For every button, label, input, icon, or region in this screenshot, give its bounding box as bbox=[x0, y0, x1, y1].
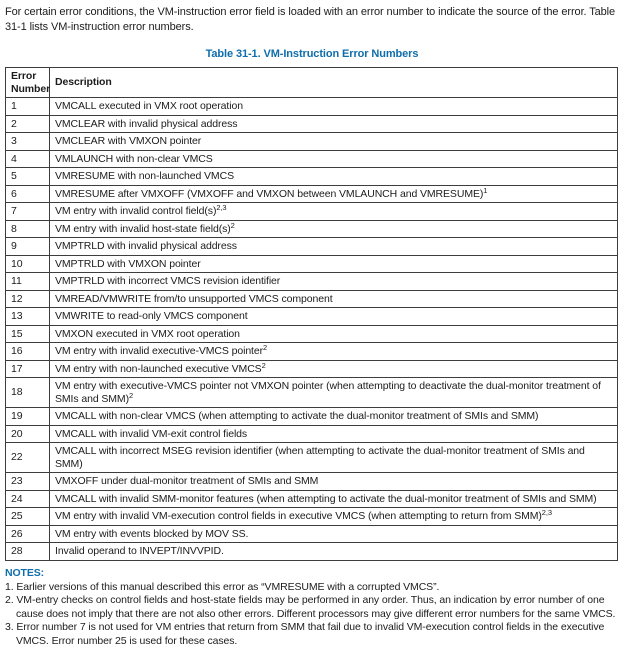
note-item bbox=[5, 581, 619, 595]
table-row bbox=[6, 343, 618, 361]
footnote-superscript: 2 bbox=[262, 361, 266, 370]
table-header-row bbox=[6, 68, 618, 98]
description-text: VMCALL executed in VMX root operation bbox=[55, 100, 243, 112]
table-row bbox=[6, 115, 618, 133]
error-number-cell: 12 bbox=[6, 290, 50, 308]
description-cell bbox=[50, 115, 618, 133]
table-row bbox=[6, 168, 618, 186]
notes-label: NOTES: bbox=[5, 567, 619, 579]
description-cell bbox=[50, 473, 618, 491]
note-text: Error number 7 is not used for VM entries that return from SMM that fail due to invalid VM-execution control fields in the executive VMCS. Error number 25 is used for these cases. bbox=[16, 621, 604, 647]
error-number-cell: 7 bbox=[6, 203, 50, 221]
description-text: VM entry with events blocked by MOV SS. bbox=[55, 528, 248, 540]
description-text: VMPTRLD with incorrect VMCS revision identifier bbox=[55, 275, 280, 287]
description-text: VMREAD/VMWRITE from/to unsupported VMCS component bbox=[55, 293, 333, 305]
error-number-cell: 2 bbox=[6, 115, 50, 133]
description-text: VMCALL with invalid VM-exit control fields bbox=[55, 428, 247, 440]
error-number-cell: 15 bbox=[6, 325, 50, 343]
error-number-cell: 10 bbox=[6, 255, 50, 273]
table-row bbox=[6, 525, 618, 543]
table-row bbox=[6, 273, 618, 291]
description-cell bbox=[50, 308, 618, 326]
description-text: VM entry with invalid control field(s) bbox=[55, 205, 216, 217]
description-cell bbox=[50, 408, 618, 426]
description-cell bbox=[50, 185, 618, 203]
table-row bbox=[6, 425, 618, 443]
description-cell bbox=[50, 525, 618, 543]
description-cell bbox=[50, 273, 618, 291]
notes-list bbox=[5, 581, 619, 648]
footnote-superscript: 2,3 bbox=[542, 508, 552, 517]
description-text: VMRESUME after VMXOFF (VMXOFF and VMXON between VMLAUNCH and VMRESUME) bbox=[55, 188, 483, 200]
table-row bbox=[6, 360, 618, 378]
note-number: 3. bbox=[5, 621, 14, 633]
description-cell bbox=[50, 98, 618, 116]
column-header-description: Description bbox=[50, 68, 618, 98]
footnote-superscript: 1 bbox=[483, 186, 487, 195]
description-text: VMLAUNCH with non-clear VMCS bbox=[55, 153, 213, 165]
table-row bbox=[6, 408, 618, 426]
description-cell bbox=[50, 255, 618, 273]
table-row bbox=[6, 133, 618, 151]
description-cell bbox=[50, 443, 618, 473]
table-row bbox=[6, 185, 618, 203]
table-row bbox=[6, 220, 618, 238]
description-cell bbox=[50, 238, 618, 256]
description-cell bbox=[50, 133, 618, 151]
description-cell bbox=[50, 203, 618, 221]
description-cell bbox=[50, 220, 618, 238]
description-cell bbox=[50, 168, 618, 186]
description-text: VMXOFF under dual-monitor treatment of SMIs and SMM bbox=[55, 475, 318, 487]
table-row bbox=[6, 290, 618, 308]
description-text: VMXON executed in VMX root operation bbox=[55, 328, 240, 340]
table-row bbox=[6, 98, 618, 116]
note-number: 2. bbox=[5, 594, 14, 606]
error-number-cell: 22 bbox=[6, 443, 50, 473]
description-cell bbox=[50, 325, 618, 343]
description-cell bbox=[50, 150, 618, 168]
table-row bbox=[6, 443, 618, 473]
description-cell bbox=[50, 425, 618, 443]
error-number-cell: 19 bbox=[6, 408, 50, 426]
description-text: VMCLEAR with invalid physical address bbox=[55, 118, 237, 130]
description-text: VMCALL with invalid SMM-monitor features (when attempting to activate the dual-monitor treatment of SMIs and SMM) bbox=[55, 493, 597, 505]
description-cell bbox=[50, 343, 618, 361]
table-caption: Table 31-1. VM-Instruction Error Numbers bbox=[5, 48, 619, 60]
error-number-cell: 13 bbox=[6, 308, 50, 326]
error-number-cell: 28 bbox=[6, 543, 50, 561]
description-text: VM entry with invalid VM-execution control fields in executive VMCS (when attempting to return from SMM) bbox=[55, 510, 542, 522]
error-number-cell: 23 bbox=[6, 473, 50, 491]
description-text: Invalid operand to INVEPT/INVVPID. bbox=[55, 545, 224, 557]
error-number-cell: 8 bbox=[6, 220, 50, 238]
table-row bbox=[6, 308, 618, 326]
description-text: VMWRITE to read-only VMCS component bbox=[55, 310, 248, 322]
description-cell bbox=[50, 543, 618, 561]
description-text: VM entry with executive-VMCS pointer not VMXON pointer (when attempting to deactivate the dual-monitor treatment of SMIs and SMM) bbox=[55, 380, 601, 405]
error-number-cell: 17 bbox=[6, 360, 50, 378]
description-text: VMCALL with incorrect MSEG revision identifier (when attempting to activate the dual-monitor treatment of SMIs and SMM) bbox=[55, 445, 585, 470]
error-number-cell: 18 bbox=[6, 378, 50, 408]
table-row bbox=[6, 325, 618, 343]
description-text: VMRESUME with non-launched VMCS bbox=[55, 170, 234, 182]
note-text: VM-entry checks on control fields and host-state fields may be performed in any order. Thus, an indication by error number of one cause does not imply that there are not also other errors. Different processors may give different error numbers for the same VMCS. bbox=[16, 594, 615, 620]
table-row bbox=[6, 150, 618, 168]
table-row bbox=[6, 473, 618, 491]
error-number-cell: 26 bbox=[6, 525, 50, 543]
table-row bbox=[6, 378, 618, 408]
notes-section bbox=[5, 567, 619, 648]
description-cell bbox=[50, 360, 618, 378]
footnote-superscript: 2 bbox=[129, 391, 133, 400]
description-text: VM entry with invalid executive-VMCS pointer bbox=[55, 345, 263, 357]
error-number-cell: 1 bbox=[6, 98, 50, 116]
description-cell bbox=[50, 508, 618, 526]
error-number-cell: 5 bbox=[6, 168, 50, 186]
table-row bbox=[6, 508, 618, 526]
description-text: VM entry with invalid host-state field(s) bbox=[55, 223, 231, 235]
note-text: Earlier versions of this manual described this error as “VMRESUME with a corrupted VMCS”. bbox=[16, 581, 439, 593]
description-text: VMPTRLD with VMXON pointer bbox=[55, 258, 201, 270]
column-header-error-number: Error Number bbox=[6, 68, 50, 98]
table-row bbox=[6, 203, 618, 221]
error-number-cell: 20 bbox=[6, 425, 50, 443]
description-cell bbox=[50, 378, 618, 408]
footnote-superscript: 2 bbox=[263, 343, 267, 352]
error-number-cell: 3 bbox=[6, 133, 50, 151]
table-row bbox=[6, 543, 618, 561]
table-row bbox=[6, 490, 618, 508]
table-row bbox=[6, 238, 618, 256]
error-number-cell: 6 bbox=[6, 185, 50, 203]
error-number-cell: 25 bbox=[6, 508, 50, 526]
error-number-cell: 11 bbox=[6, 273, 50, 291]
error-number-cell: 9 bbox=[6, 238, 50, 256]
description-cell bbox=[50, 290, 618, 308]
vm-instruction-error-table bbox=[5, 67, 618, 561]
description-text: VMCALL with non-clear VMCS (when attempting to activate the dual-monitor treatment of SMIs and SMM) bbox=[55, 410, 538, 422]
error-number-cell: 16 bbox=[6, 343, 50, 361]
footnote-superscript: 2,3 bbox=[216, 203, 226, 212]
note-item bbox=[5, 621, 619, 648]
description-text: VMCLEAR with VMXON pointer bbox=[55, 135, 201, 147]
note-item bbox=[5, 594, 619, 621]
description-text: VM entry with non-launched executive VMCS bbox=[55, 363, 262, 375]
error-number-cell: 24 bbox=[6, 490, 50, 508]
description-cell bbox=[50, 490, 618, 508]
table-row bbox=[6, 255, 618, 273]
error-number-cell: 4 bbox=[6, 150, 50, 168]
footnote-superscript: 2 bbox=[231, 221, 235, 230]
description-text: VMPTRLD with invalid physical address bbox=[55, 240, 237, 252]
note-number: 1. bbox=[5, 581, 14, 593]
intro-paragraph: For certain error conditions, the VM-instruction error field is loaded with an error number to indicate the source of the error. Table 31-1 lists VM-instruction error numbers. bbox=[5, 5, 619, 35]
